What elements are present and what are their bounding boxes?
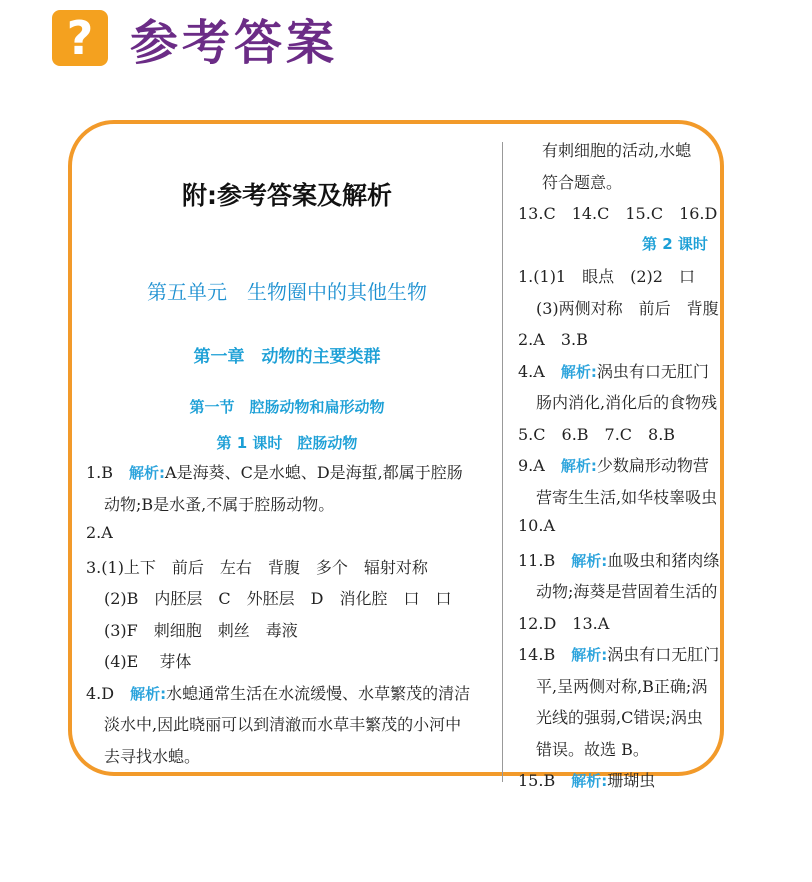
answer-text: 2.A (86, 523, 113, 542)
answer-line (536, 485, 717, 508)
answer-text: 符合题意。 (542, 172, 623, 192)
answer-text: 13.C 14.C 15.C 16.D (518, 204, 718, 223)
main-title: 附:参考答案及解析 (182, 181, 392, 210)
answer-line (104, 492, 334, 515)
answer-line (518, 516, 555, 535)
analysis-label: 解析: (571, 772, 608, 790)
question-number: 9.A (518, 456, 561, 475)
answer-line (86, 460, 463, 483)
chapter-heading: 第一章 动物的主要类群 (193, 347, 381, 367)
answer-text: 水螅通常生活在水流缓慢、水草繁茂的清洁 (166, 683, 471, 703)
answer-line (518, 642, 719, 665)
answer-text: (2)B 内胚层 C 外胚层 D 消化腔 口 口 (104, 589, 452, 608)
answer-line (86, 555, 428, 578)
answer-text: 淡水中,因此晓丽可以到清澈而水草丰繁茂的小河中 (104, 715, 462, 734)
answer-text: 5.C 6.B 7.C 8.B (518, 424, 676, 444)
answer-text: 光线的强弱,C错误;涡虫 (536, 708, 703, 727)
answer-line (536, 705, 703, 728)
answer-text: 珊瑚虫 (607, 771, 656, 790)
analysis-label: 解析: (130, 684, 167, 703)
answer-text: (3)F 刺细胞 刺丝 毒液 (104, 620, 298, 640)
answer-line (86, 523, 113, 542)
answer-line (536, 579, 717, 602)
answer-line (542, 170, 622, 193)
question-number: 15.B (518, 771, 572, 790)
answer-line (536, 390, 717, 413)
answer-text: A是海葵、C是水螅、D是海蜇,都属于腔肠 (165, 463, 463, 482)
analysis-label: 解析: (129, 464, 166, 482)
answer-page-frame (68, 120, 724, 790)
answer-line (518, 327, 588, 350)
answer-text: 涡虫有口无肛门 (607, 645, 720, 664)
answer-text: 1.(1)1 眼点 (2)2 口 (518, 267, 695, 286)
answer-line (536, 296, 719, 319)
answer-text: 有刺细胞的活动,水螅 (542, 141, 692, 160)
question-number: 14.B (518, 645, 572, 664)
question-number: 4.D (86, 683, 131, 703)
answer-line (536, 737, 649, 760)
answer-line (542, 138, 691, 161)
unit-heading: 第五单元 生物圈中的其他生物 (147, 280, 427, 304)
answer-line (642, 233, 708, 254)
answer-text: 动物;海葵是营固着生活的 (536, 582, 718, 601)
answer-text: 去寻找水螅。 (104, 746, 201, 766)
answer-text: 错误。故选 B。 (536, 739, 649, 759)
answer-line (518, 453, 709, 476)
answer-text: 动物;B是水蚤,不属于腔肠动物。 (104, 494, 335, 514)
lesson-heading: 第 1 课时 腔肠动物 (216, 434, 358, 452)
answer-line (518, 611, 609, 634)
answer-line (536, 674, 707, 697)
answer-text: 肠内消化,消化后的食物残 (536, 393, 718, 412)
answer-line (104, 649, 191, 672)
answer-text: 2.A 3.B (518, 330, 588, 349)
answer-text: 3.(1)上下 前后 左右 背腹 多个 辐射对称 (86, 557, 428, 577)
analysis-label: 解析: (560, 457, 597, 475)
answer-text: 少数扁形动物营 (596, 456, 709, 475)
answer-line (518, 359, 709, 382)
answer-line (104, 586, 452, 609)
answer-line (104, 744, 200, 767)
analysis-label: 解析: (560, 362, 597, 381)
question-number: 11.B (518, 550, 572, 570)
answer-text: 营寄生生活,如华枝睾吸虫 (536, 487, 718, 507)
answer-text: 平,呈两侧对称,B正确;涡 (536, 676, 708, 696)
answer-line (518, 201, 717, 224)
answer-text: 10.A (518, 516, 555, 535)
analysis-label: 解析: (571, 646, 608, 664)
answer-line (104, 618, 298, 641)
page-title: 参考答案 (130, 15, 339, 71)
column-divider (502, 142, 503, 782)
answer-line (518, 768, 655, 791)
answer-text: 血吸虫和猪肉绦 (607, 550, 720, 570)
answer-line (104, 712, 461, 735)
section-heading: 第一节 腔肠动物和扁形动物 (189, 398, 385, 416)
answer-text: 涡虫有口无肛门 (596, 361, 709, 381)
answer-line (86, 681, 470, 704)
answer-line (518, 548, 719, 571)
answer-line (518, 422, 675, 445)
question-number: 4.A (518, 361, 561, 381)
answer-text: 第 2 课时 (642, 234, 708, 253)
answer-text: (3)两侧对称 前后 背腹 (536, 298, 719, 318)
answer-text: 12.D 13.A (518, 613, 610, 633)
question-number: 1.B (86, 463, 130, 482)
question-mark-icon: ? (52, 10, 108, 66)
analysis-label: 解析: (571, 551, 608, 570)
answer-text: (4)E 芽体 (104, 652, 192, 671)
answer-line (518, 264, 695, 287)
